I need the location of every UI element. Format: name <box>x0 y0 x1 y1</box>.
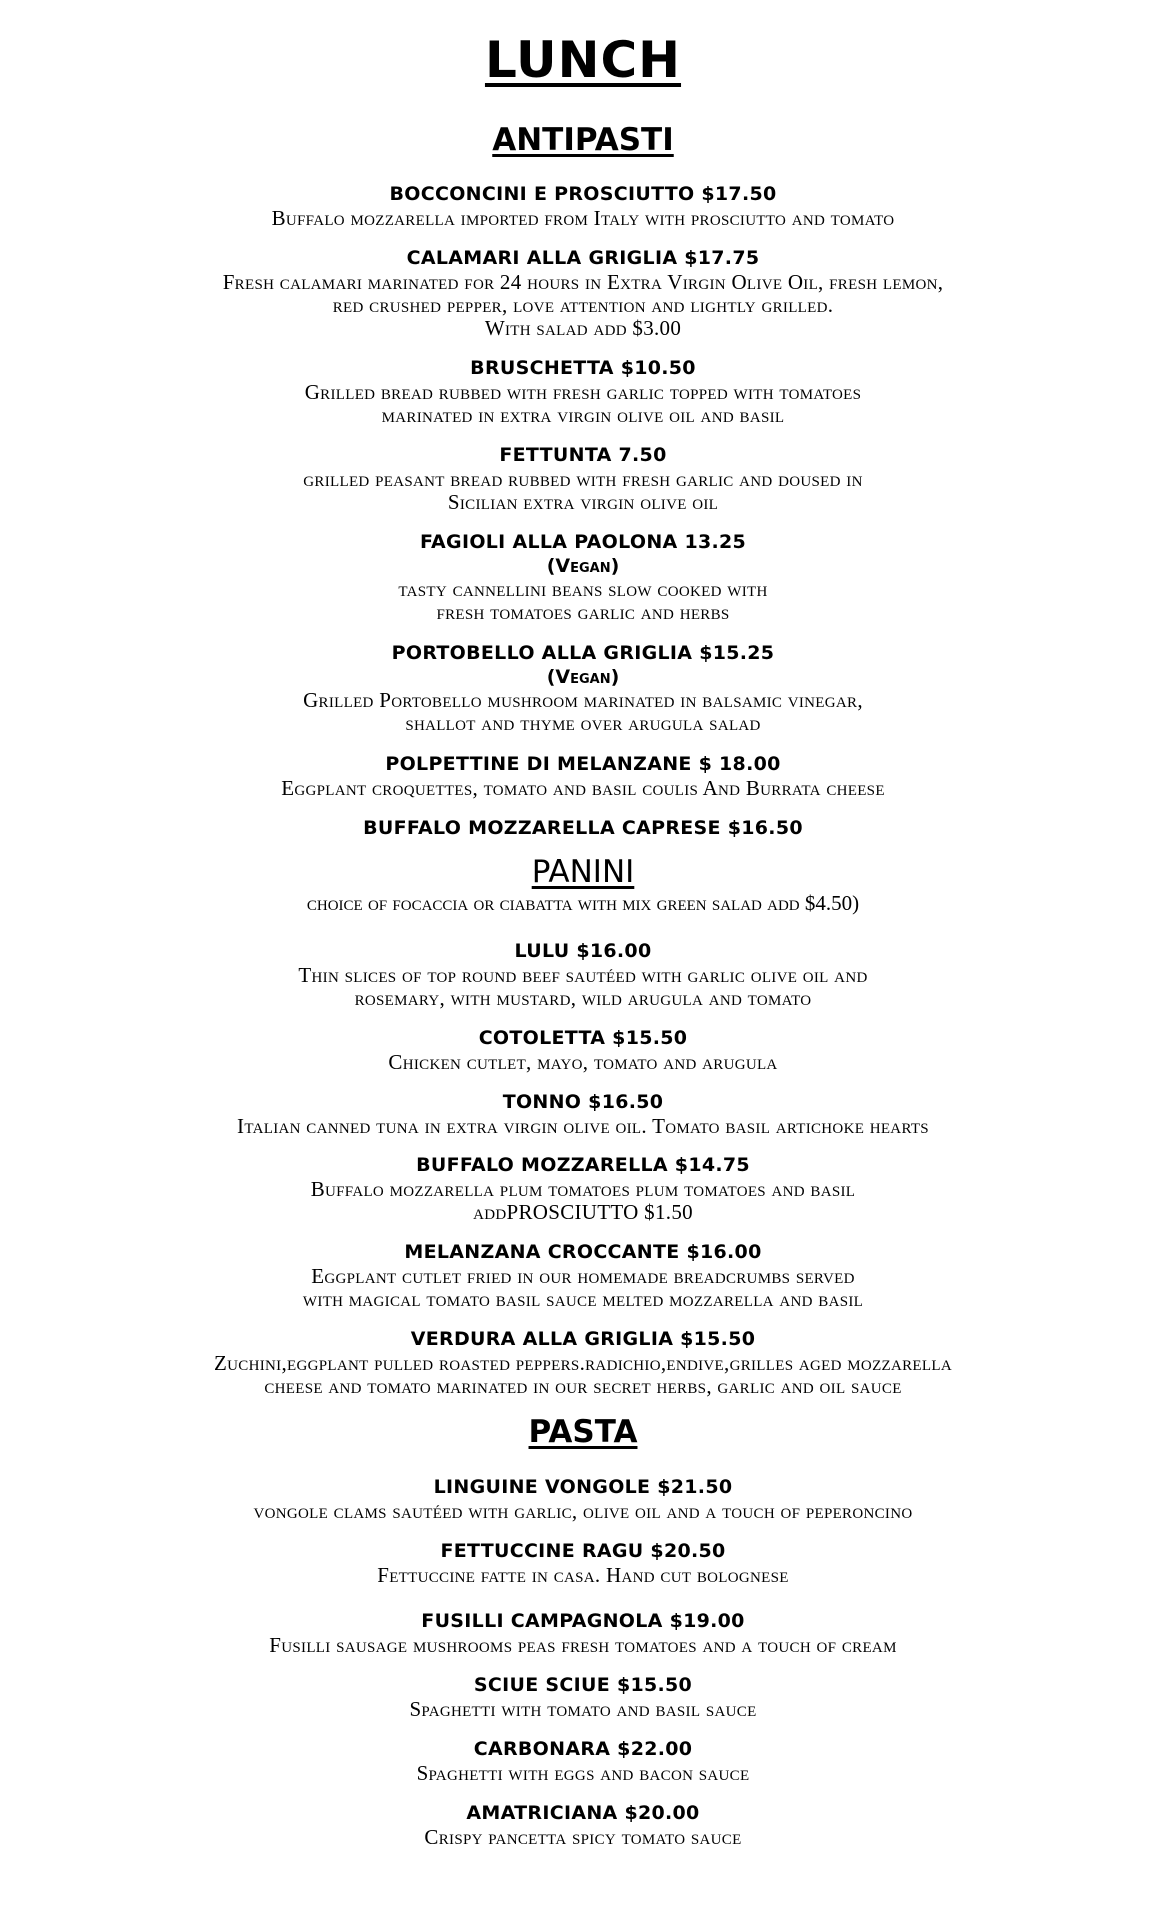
item-description: Eggplant croquettes, tomato and basil coulis And Burrata cheese <box>281 776 885 800</box>
item-description: Chicken cutlet, mayo, tomato and arugula <box>388 1050 778 1074</box>
item-description: Zuchini,eggplant pulled roasted peppers.radichio,endive,grilles aged mozzarella <box>214 1351 952 1375</box>
item-description: Buffalo mozzarella imported from Italy with prosciutto and tomato <box>271 206 895 230</box>
item-description: vongole clams sautéed with garlic, olive oil and a touch of peperoncino <box>253 1499 913 1523</box>
menu-item <box>0 356 1166 427</box>
item-name: FETTUNTA 7.50 <box>499 444 667 466</box>
menu-item <box>0 1539 1166 1587</box>
menu-item <box>0 1153 1166 1224</box>
menu-item <box>0 641 1166 735</box>
item-description: with magical tomato basil sauce melted mozzarella and basil <box>302 1287 864 1311</box>
section-title-panini: PANINI <box>531 854 635 890</box>
item-description: Grilled Portobello mushroom marinated in balsamic vinegar, <box>303 688 863 712</box>
item-description: shallot and thyme over arugula salad <box>405 711 761 735</box>
section-title-antipasti: ANTIPASTI <box>492 122 674 158</box>
section-note: choice of focaccia or ciabatta with mix green salad add $4.50) <box>306 891 860 915</box>
menu-item <box>0 1673 1166 1721</box>
item-name: PORTOBELLO ALLA GRIGLIA $15.25 <box>391 642 775 664</box>
item-description: Spaghetti with tomato and basil sauce <box>409 1697 757 1721</box>
item-description: Buffalo mozzarella plum tomatoes plum tomatoes and basil <box>310 1177 856 1201</box>
item-name: LULU $16.00 <box>514 940 652 962</box>
item-description: Eggplant cutlet fried in our homemade breadcrumbs served <box>311 1264 855 1288</box>
item-description: Spaghetti with eggs and bacon sauce <box>416 1761 750 1785</box>
menu-item <box>0 1090 1166 1138</box>
item-name: LINGUINE VONGOLE $21.50 <box>433 1476 733 1498</box>
item-name: CARBONARA $22.00 <box>473 1738 693 1760</box>
item-name: SCIUE SCIUE $15.50 <box>473 1674 693 1696</box>
item-description: Grilled bread rubbed with fresh garlic topped with tomatoes <box>304 380 862 404</box>
item-description: Fresh calamari marinated for 24 hours in Extra Virgin Olive Oil, fresh lemon, <box>222 270 944 294</box>
menu-item <box>0 530 1166 624</box>
item-description: With salad add $3.00 <box>484 316 682 340</box>
item-name: BUFFALO MOZZARELLA CAPRESE $16.50 <box>363 817 803 839</box>
item-name: CALAMARI ALLA GRIGLIA $17.75 <box>406 247 760 269</box>
item-description: cheese and tomato marinated in our secret herbs, garlic and oil sauce <box>264 1374 902 1398</box>
item-name: BUFFALO MOZZARELLA $14.75 <box>416 1154 750 1176</box>
item-name: COTOLETTA $15.50 <box>478 1027 688 1049</box>
item-description: Fusilli sausage mushrooms peas fresh tomatoes and a touch of cream <box>269 1633 897 1657</box>
item-description: addPROSCIUTTO $1.50 <box>473 1200 693 1224</box>
item-description: fresh tomatoes garlic and herbs <box>436 600 730 624</box>
menu-item <box>0 246 1166 340</box>
menu-item <box>0 939 1166 1010</box>
menu-item <box>0 1609 1166 1657</box>
item-tag: (Vegan) <box>546 666 620 688</box>
item-description: Fettuccine fatte in casa. Hand cut bolognese <box>377 1563 789 1587</box>
section-title-pasta: PASTA <box>528 1414 638 1450</box>
item-description: grilled peasant bread rubbed with fresh garlic and doused in <box>303 467 863 491</box>
menu-item <box>0 1475 1166 1523</box>
item-name: AMATRICIANA $20.00 <box>466 1802 700 1824</box>
menu-item <box>0 443 1166 514</box>
item-name: FAGIOLI ALLA PAOLONA 13.25 <box>419 531 747 553</box>
item-description: rosemary, with mustard, wild arugula and tomato <box>354 986 812 1010</box>
item-description: Sicilian extra virgin olive oil <box>447 490 719 514</box>
page-title: LUNCH <box>484 31 682 89</box>
menu-item <box>0 752 1166 800</box>
item-description: tasty cannellini beans slow cooked with <box>398 577 768 601</box>
menu-item <box>0 1327 1166 1398</box>
item-name: BRUSCHETTA $10.50 <box>470 357 696 379</box>
item-description: Thin slices of top round beef sautéed with garlic olive oil and <box>298 963 868 987</box>
menu-item <box>0 182 1166 230</box>
item-name: POLPETTINE DI MELANZANE $ 18.00 <box>385 753 781 775</box>
item-name: MELANZANA CROCCANTE $16.00 <box>404 1241 762 1263</box>
item-description: Crispy pancetta spicy tomato sauce <box>424 1825 742 1849</box>
menu-item <box>0 816 1166 841</box>
item-tag: (Vegan) <box>546 555 620 577</box>
item-name: FETTUCCINE RAGU $20.50 <box>440 1540 726 1562</box>
menu-item <box>0 1026 1166 1074</box>
item-description: marinated in extra virgin olive oil and basil <box>381 403 785 427</box>
item-description: Italian canned tuna in extra virgin olive oil. Tomato basil artichoke hearts <box>237 1114 929 1138</box>
item-name: BOCCONCINI E PROSCIUTTO $17.50 <box>389 183 777 205</box>
menu-item <box>0 1737 1166 1785</box>
menu-item <box>0 1801 1166 1849</box>
menu-item <box>0 1240 1166 1311</box>
item-name: FUSILLI CAMPAGNOLA $19.00 <box>421 1610 745 1632</box>
item-name: VERDURA ALLA GRIGLIA $15.50 <box>410 1328 756 1350</box>
item-name: TONNO $16.50 <box>502 1091 664 1113</box>
item-description: red crushed pepper, love attention and lightly grilled. <box>332 293 834 317</box>
